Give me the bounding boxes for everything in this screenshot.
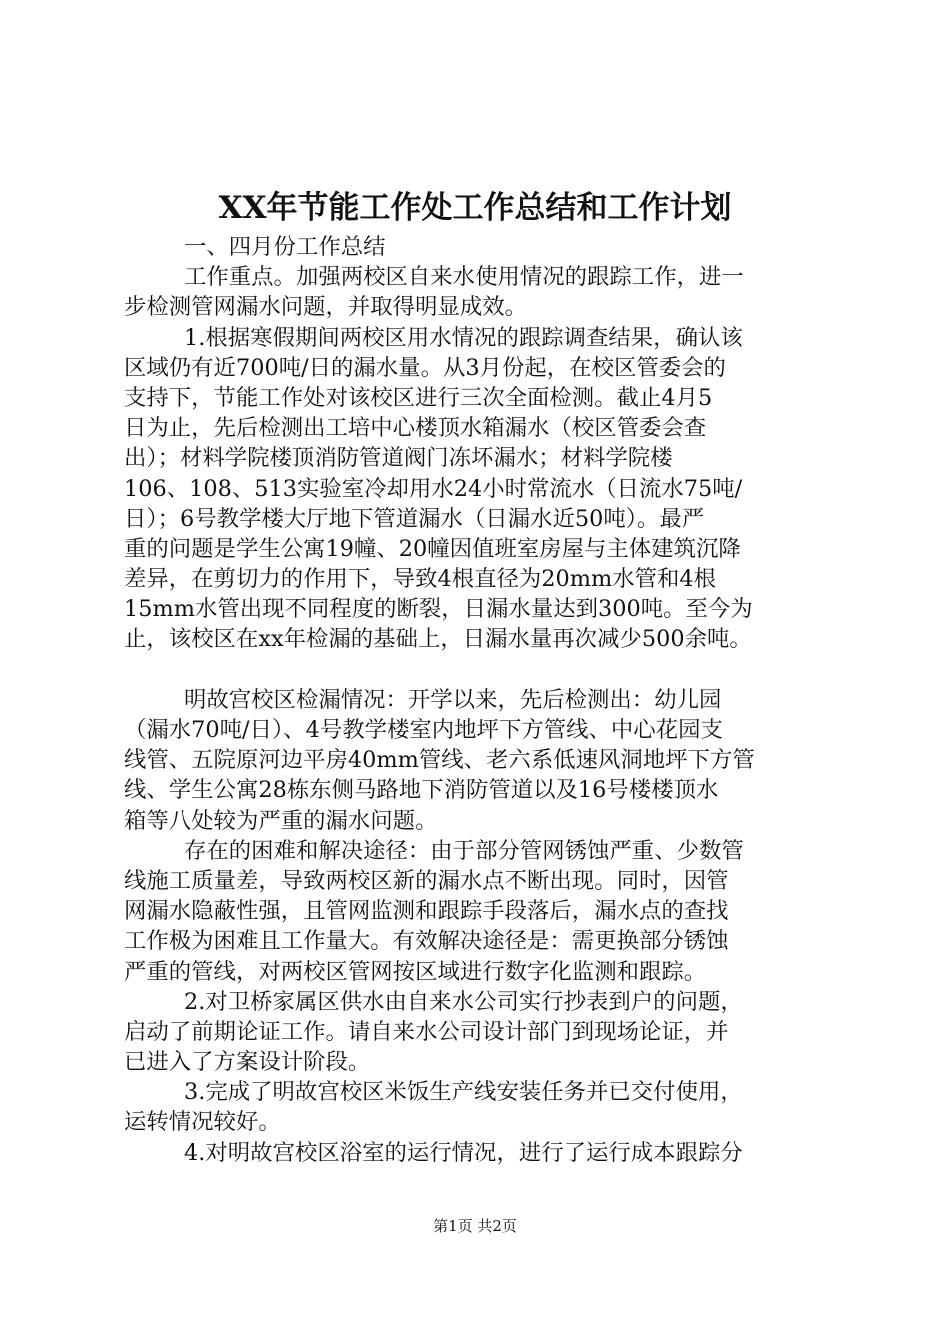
paragraph-line: 2.对卫桥家属区供水由自来水公司实行抄表到户的问题， [184, 988, 743, 1015]
paragraph-line: 线、学生公寓28栋东侧马路地下消防管道以及16号楼楼顶水 [124, 777, 719, 804]
paragraph-line: 已进入了方案设计阶段。 [124, 1049, 371, 1076]
paragraph-line: 运转情况较好。 [124, 1109, 281, 1136]
paragraph-gap [124, 655, 830, 685]
paragraph-line: 启动了前期论证工作。请自来水公司设计部门到现场论证，并 [124, 1018, 729, 1045]
paragraph-line: 工作重点。加强两校区自来水使用情况的跟踪工作，进一 [184, 264, 744, 291]
paragraph-line: 严重的管线，对两校区管网按区域进行数字化监测和跟踪。 [124, 958, 707, 985]
document-title: XX年节能工作处工作总结和工作计划 [218, 190, 732, 226]
paragraph-line: 出）；材料学院楼顶消防管道阀门冻坏漏水；材料学院楼 [124, 445, 673, 472]
paragraph-line: 存在的困难和解决途径：由于部分管网锈蚀严重、少数管 [184, 837, 744, 864]
paragraph-line: 106、108、513实验室冷却用水24小时常流水（日流水75吨/ [124, 475, 743, 502]
document-body [124, 232, 830, 1168]
paragraph-line: 明故宫校区检漏情况：开学以来，先后检测出：幼儿园 [184, 686, 722, 713]
paragraph-line: 线管、五院原河边平房40mm管线、老六系低速风洞地坪下方管 [124, 747, 755, 774]
paragraph-line: 1.根据寒假期间两校区用水情况的跟踪调查结果，确认该 [184, 324, 743, 351]
paragraph-line: 4.对明故宫校区浴室的运行情况，进行了运行成本跟踪分 [184, 1139, 743, 1166]
paragraph-line: 差异，在剪切力的作用下，导致4根直径为20mm水管和4根 [124, 566, 717, 593]
paragraph-line: 重的问题是学生公寓19幢、20幢因值班室房屋与主体建筑沉降 [124, 535, 741, 562]
paragraph-line: 网漏水隐蔽性强，且管网监测和跟踪手段落后，漏水点的查找 [124, 898, 729, 925]
paragraph-line: 支持下，节能工作处对该校区进行三次全面检测。截止4月5 [124, 384, 713, 411]
paragraph-line: 止，该校区在xx年检漏的基础上，日漏水量再次减少500余吨。 [124, 626, 752, 653]
paragraph-line: 15mm水管出现不同程度的断裂，日漏水量达到300吨。至今为 [124, 596, 753, 623]
paragraph-line: 区域仍有近700吨/日的漏水量。从3月份起，在校区管委会的 [124, 354, 726, 381]
paragraph-line: 工作极为困难且工作量大。有效解决途径是：需更换部分锈蚀 [124, 928, 729, 955]
section-heading: 一、四月份工作总结 [184, 234, 386, 260]
paragraph-line: 日）；6号教学楼大厅地下管道漏水（日漏水近50吨）。最严 [124, 505, 705, 532]
paragraph-line: 线施工质量差，导致两校区新的漏水点不断出现。同时，因管 [124, 867, 729, 894]
page-number: 第1页 共2页 [433, 1217, 517, 1235]
paragraph-line: 3.完成了明故宫校区米饭生产线安装任务并已交付使用， [184, 1079, 743, 1106]
paragraph-line: 箱等八处较为严重的漏水问题。 [124, 807, 438, 834]
paragraph-line: 日为止，先后检测出工培中心楼顶水箱漏水（校区管委会查 [124, 415, 707, 442]
paragraph-line: 步检测管网漏水问题，并取得明显成效。 [124, 294, 528, 321]
paragraph-line: （漏水70吨/日）、4号教学楼室内地坪下方管线、中心花园支 [124, 717, 723, 743]
